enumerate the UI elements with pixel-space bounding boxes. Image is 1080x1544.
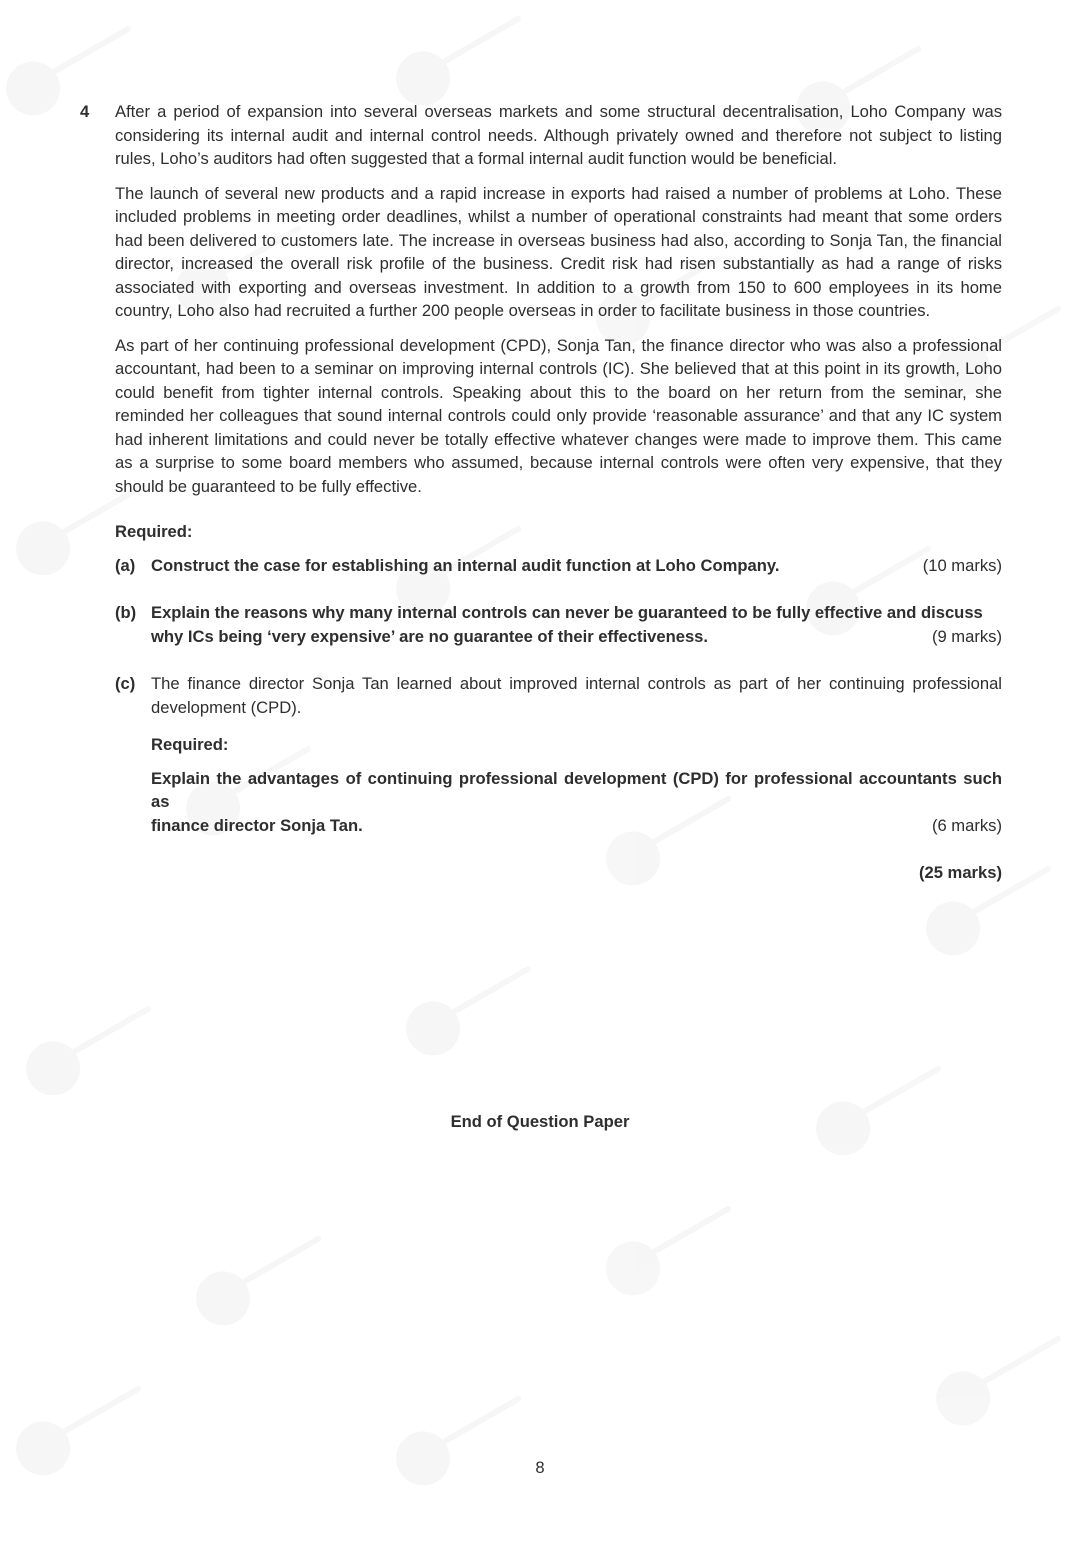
part-c-label: (c) — [115, 674, 136, 693]
part-a-text: Construct the case for establishing an internal audit function at Loho Company. — [151, 555, 780, 575]
end-of-paper-text: End of Question Paper — [450, 1112, 630, 1131]
scenario-paragraph: After a period of expansion into several overseas markets and some structural decentralisation, Loho Company was considering its internal audit and internal control needs. Although privately owned and therefore not subject to listing rules, Loho’s auditors had often suggested that a formal internal audit function would be beneficial. — [115, 102, 1002, 168]
part-b — [115, 601, 1002, 648]
part-c-intro: The finance director Sonja Tan learned about improved internal controls as part of her continuing professional development (CPD). — [151, 674, 1002, 717]
part-b-text-line1: Explain the reasons why many internal controls can never be guaranteed to be fully effective and discuss — [151, 603, 983, 622]
part-a — [115, 554, 1002, 578]
page-number: 8 — [535, 1458, 545, 1477]
part-a-label: (a) — [115, 555, 136, 575]
part-c — [115, 672, 1002, 837]
watermark-logo — [176, 1206, 354, 1384]
watermark-logo — [376, 1366, 554, 1544]
question-number: 4 — [80, 102, 90, 121]
required-heading: Required: — [115, 522, 193, 541]
question-block — [80, 100, 1002, 885]
scenario-paragraph: As part of her continuing professional development (CPD), Sonja Tan, the finance director who was also a professional accountant, had been to a seminar on improving internal controls (IC). She believed that at this point in its growth, Loho could benefit from tighter internal controls. Speaking about this to the board on her return from the seminar, she reminded her colleagues that sound internal controls could only provide ‘reasonable assurance’ and that any IC system had inherent limitations and could never be totally effective whatever changes were made to improve them. This came as a surprise to some board members who assumed, because internal controls were often very expensive, that they should be guaranteed to be fully effective. — [115, 335, 1002, 496]
part-b-label: (b) — [115, 603, 137, 622]
question-body — [115, 100, 1002, 885]
watermark-logo — [0, 1356, 174, 1534]
part-c-text-line2: finance director Sonja Tan. — [151, 815, 363, 835]
part-a-marks: (10 marks) — [922, 555, 1002, 575]
scenario-paragraph: The launch of several new products and a rapid increase in exports had raised a number of problems at Loho. These included problems in meeting order deadlines, whilst a number of operational constraints had meant that some orders had been delivered to customers late. The increase in overseas business had also, according to Sonja Tan, the financial director, increased the overall risk profile of the business. Credit risk had risen substantially as had a range of risks associated with exporting and overseas investment. In addition to a growth from 150 to 600 employees in its home country, Loho also had recruited a further 200 people overseas in order to facilitate business in those countries. — [115, 183, 1002, 320]
part-b-text-line2: why ICs being ‘very expensive’ are no guarantee of their effectiveness. — [151, 626, 709, 646]
total-marks: (25 marks) — [918, 863, 1002, 882]
watermark-logo — [386, 936, 564, 1114]
watermark-logo — [586, 1176, 764, 1354]
part-b-marks: (9 marks) — [931, 626, 1002, 646]
part-c-text-line1: Explain the advantages of continuing professional development (CPD) for professional accountants such as — [151, 768, 1002, 811]
part-c-required-heading: Required: — [151, 735, 229, 754]
part-c-marks: (6 marks) — [931, 815, 1002, 835]
